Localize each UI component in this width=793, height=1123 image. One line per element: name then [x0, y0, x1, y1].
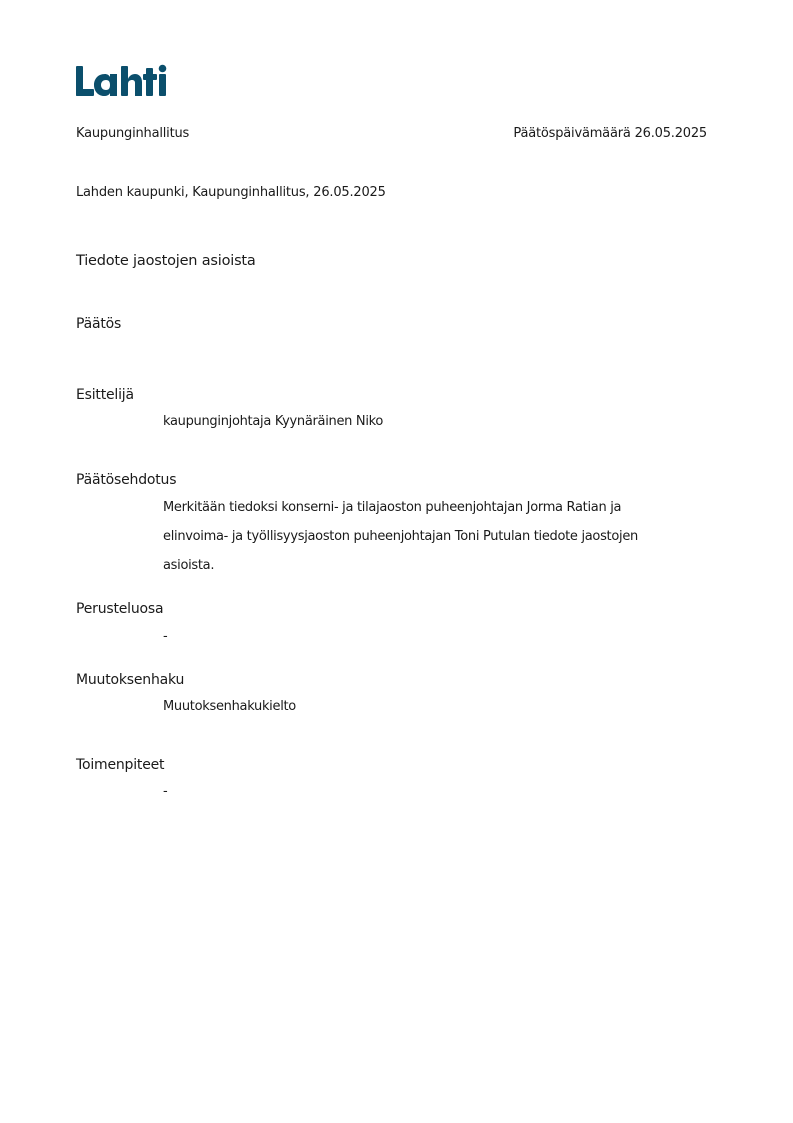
- meeting-line: Lahden kaupunki, Kaupunginhallitus, 26.05.2025: [76, 185, 386, 200]
- section-heading-toimenpiteet: Toimenpiteet: [76, 757, 165, 773]
- decision-date-label: Päätöspäivämäärä: [513, 126, 631, 141]
- section-heading-muutoksenhaku: Muutoksenhaku: [76, 672, 185, 688]
- lahti-logo-mark: [75, 62, 167, 100]
- section-body-toimenpiteet: -: [163, 784, 168, 799]
- document-title: Tiedote jaostojen asioista: [76, 253, 256, 269]
- section-heading-esittelija: Esittelijä: [76, 387, 134, 403]
- decision-date-line: [513, 126, 707, 141]
- section-body-esittelija: kaupunginjohtaja Kyynäräinen Niko: [163, 414, 384, 429]
- section-heading-paatosehdotus: Päätösehdotus: [76, 472, 177, 488]
- section-heading-perusteluosa: Perusteluosa: [76, 601, 164, 617]
- decision-date: 26.05.2025: [634, 126, 707, 141]
- section-body-perusteluosa: -: [163, 629, 168, 644]
- section-body-muutoksenhaku: Muutoksenhakukielto: [163, 699, 296, 714]
- section-body-paatosehdotus: Merkitään tiedoksi konserni- ja tilajaoston puheenjohtajan Jorma Ratian ja elinvoima- ja työllisyysjaoston puheenjohtajan Toni Putulan tiedote jaostojen asioista.: [163, 500, 638, 573]
- organ-name: Kaupunginhallitus: [76, 126, 190, 141]
- lahti-logo: [75, 62, 167, 100]
- section-heading-paatos: Päätös: [76, 316, 122, 332]
